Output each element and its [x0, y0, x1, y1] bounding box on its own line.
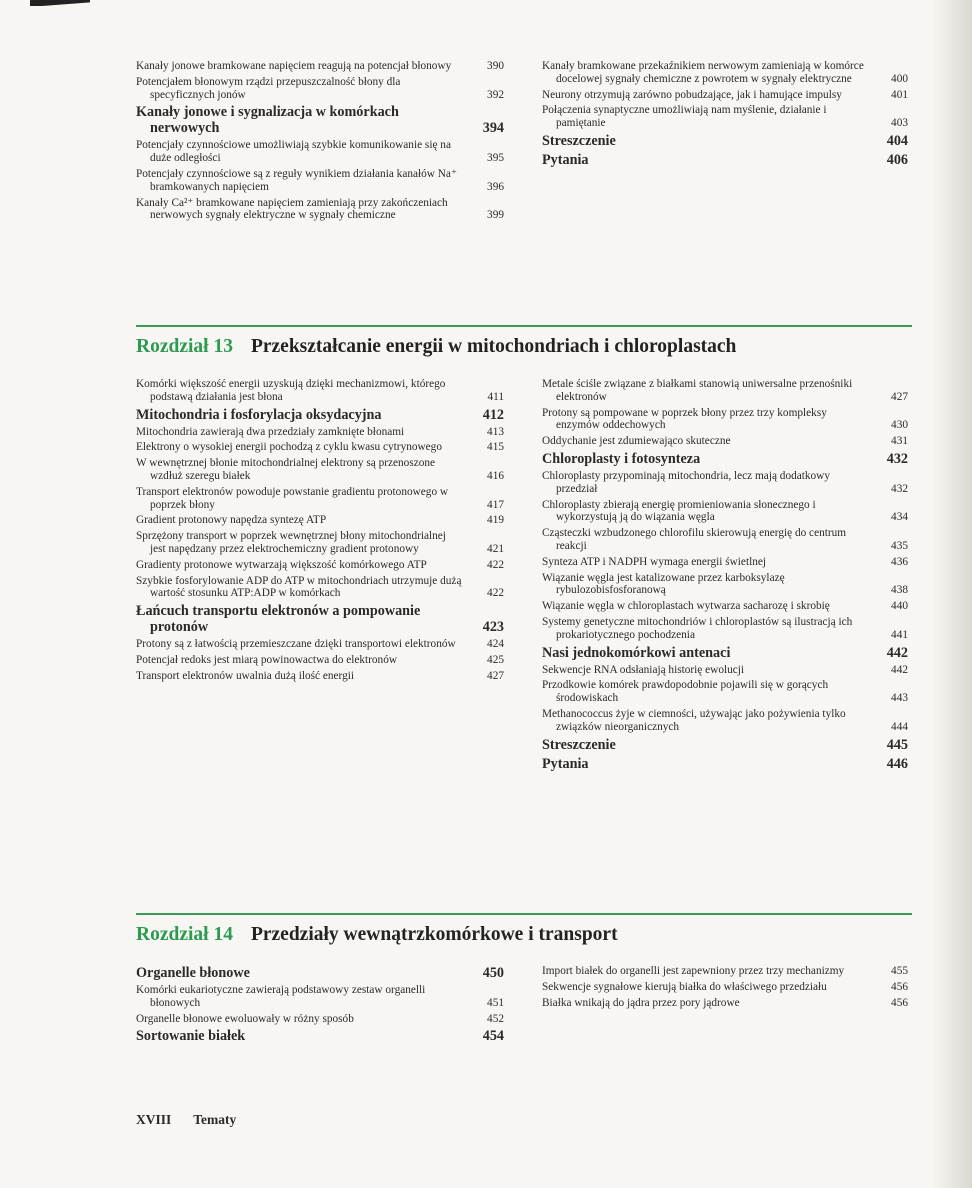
toc-entry-title: W wewnętrznej błonie mitochondrialnej elektrony są przenoszone wzdłuż szeregu białek: [136, 457, 436, 482]
toc-section-heading: [136, 603, 504, 635]
toc-page-number: 456: [891, 980, 908, 993]
page-footer: [136, 1112, 236, 1128]
toc-page-number: 394: [482, 120, 504, 137]
toc-entry-title: Łańcuch transportu elektronów a pompowanie protonów: [136, 603, 421, 636]
toc-entry: [542, 378, 908, 404]
toc-page-number: 427: [487, 669, 504, 682]
toc-page-number: 456: [891, 996, 908, 1009]
toc-page-number: 415: [487, 441, 504, 454]
toc-entry: [136, 559, 504, 572]
toc-page-number: 432: [886, 450, 908, 467]
toc-page-number: 438: [891, 584, 908, 597]
toc-entry-title: Potencjały czynnościowe są z reguły wynikiem działania kanałów Na⁺ bramkowanych napięciem: [136, 167, 457, 193]
toc-entry: [542, 664, 908, 677]
toc-top-right-column: [542, 60, 908, 171]
toc-entry-title: Sprzężony transport w poprzek wewnętrznej błony mitochondrialnej jest napędzany przez elektrochemiczny gradient protonowy: [136, 530, 446, 555]
toc-entry: [136, 168, 504, 194]
toc-entry: [136, 441, 504, 454]
toc-entry-title: Komórki eukariotyczne zawierają podstawowy zestaw organelli błonowych: [136, 984, 426, 1009]
toc-entry-title: Gradient protonowy napędza syntezę ATP: [136, 514, 327, 527]
toc-entry-title: Oddychanie jest zdumiewająco skuteczne: [542, 435, 731, 448]
toc-page-number: 406: [886, 151, 908, 168]
footer-label: Tematy: [193, 1112, 237, 1127]
toc-page-number: 446: [886, 755, 908, 772]
toc-page-number: 392: [487, 88, 504, 101]
toc-entry-title: Neurony otrzymują zarówno pobudzające, jak i hamujące impulsy: [542, 88, 842, 101]
toc-entry-title: Sortowanie białek: [136, 1028, 246, 1045]
entry-spacer: [542, 168, 908, 171]
entry-spacer: [136, 683, 504, 686]
toc-section-heading: [542, 133, 908, 149]
toc-page-number: 413: [487, 425, 504, 438]
toc-entry-title: Potencjał redoks jest miarą powinowactwa do elektronów: [136, 653, 398, 666]
toc-entry-title: Wiązanie węgla w chloroplastach wytwarza sacharozę i skrobię: [542, 600, 830, 613]
toc-entry: [136, 984, 504, 1010]
toc-entry: [542, 527, 908, 553]
toc-section-heading: [542, 737, 908, 753]
toc-entry: [542, 965, 908, 978]
toc-page-number: 419: [487, 514, 504, 527]
toc-section-heading: [136, 965, 504, 981]
toc-page-number: 442: [891, 663, 908, 676]
toc-entry: [136, 426, 504, 439]
toc-entry-title: Przodkowie komórek prawdopodobnie pojawili się w gorących środowiskach: [542, 679, 829, 705]
toc-page-number: 412: [482, 406, 504, 423]
toc-entry-title: Elektrony o wysokiej energii pochodzą z cyklu kwasu cytrynowego: [136, 441, 442, 454]
toc-entry-title: Szybkie fosforylowanie ADP do ATP w mitochondriach utrzymuje dużą wartość stosunku ATP:ADP w komórkach: [136, 574, 462, 600]
toc-entry: [542, 60, 908, 86]
toc-page-number: 443: [891, 692, 908, 705]
toc-page-number: 411: [487, 390, 504, 403]
toc-entry-title: Streszczenie: [542, 736, 616, 753]
toc-page-number: 422: [487, 587, 504, 600]
toc-entry-title: Streszczenie: [542, 132, 616, 149]
toc-entry: [136, 486, 504, 512]
entry-spacer: [542, 1009, 908, 1012]
toc-page-number: 424: [487, 638, 504, 651]
toc-page-number: 441: [891, 628, 908, 641]
toc-entry-title: Kanały jonowe bramkowane napięciem reagują na potencjał błonowy: [136, 60, 452, 72]
toc-entry: [542, 499, 908, 525]
toc-section-heading: [542, 451, 908, 467]
chapter-13-heading: [136, 336, 736, 358]
chapter-14-right-column: [542, 965, 908, 1012]
toc-entry-title: Chloroplasty zbierają energię promieniowania słonecznego i wykorzystują ją do wiązania węgla: [542, 498, 816, 524]
toc-entry-title: Potencjałem błonowym rządzi przepuszczalność błony dla specyficznych jonów: [136, 75, 401, 101]
toc-entry: [542, 616, 908, 642]
toc-page-number: 442: [886, 644, 908, 661]
toc-entry-title: Potencjały czynnościowe umożliwiają szybkie komunikowanie się na duże odległości: [136, 139, 451, 165]
toc-entry-title: Cząsteczki wzbudzonego chlorofilu skierowują energię do centrum reakcji: [542, 527, 847, 552]
toc-page-number: 396: [487, 180, 504, 193]
toc-entry-title: Sekwencje sygnałowe kierują białka do właściwego przedziału: [542, 980, 827, 993]
toc-entry: [136, 139, 504, 165]
toc-page-number: 435: [891, 539, 908, 552]
toc-entry: [542, 600, 908, 613]
page-edge-shadow: [932, 0, 972, 1188]
toc-page-number: 436: [891, 555, 908, 568]
toc-entry: [542, 407, 908, 433]
toc-entry: [136, 457, 504, 483]
toc-entry: [136, 197, 504, 223]
toc-entry-title: Mitochondria i fosforylacja oksydacyjna: [136, 406, 382, 423]
toc-page-number: 432: [891, 482, 908, 495]
toc-entry: [136, 378, 504, 404]
toc-entry: [542, 572, 908, 598]
toc-entry: [542, 708, 908, 734]
toc-entry: [136, 638, 504, 651]
toc-entry: [136, 530, 504, 556]
chapter-13-label: Rozdział 13: [136, 336, 233, 357]
toc-entry-title: Komórki większość energii uzyskują dzięki mechanizmowi, którego podstawą działania jest błona: [136, 378, 446, 403]
toc-entry: [542, 435, 908, 448]
toc-entry-title: Synteza ATP i NADPH wymaga energii świetlnej: [542, 555, 767, 568]
toc-entry-title: Metale ściśle związane z białkami stanowią uniwersalne przenośniki elektronów: [542, 378, 853, 403]
toc-entry-title: Protony są z łatwością przemieszczane dzięki transportowi elektronów: [136, 638, 456, 651]
toc-section-heading: [542, 152, 908, 168]
toc-page-number: 452: [487, 1012, 504, 1025]
toc-entry-title: Chloroplasty i fotosynteza: [542, 450, 701, 467]
toc-page-number: 404: [886, 132, 908, 149]
toc-entry: [136, 575, 504, 601]
chapter-13-right-column: [542, 378, 908, 775]
toc-entry: [542, 981, 908, 994]
toc-entry: [542, 556, 908, 569]
toc-entry: [136, 1013, 504, 1026]
toc-entry-title: Połączenia synaptyczne umożliwiają nam myślenie, działanie i pamiętanie: [542, 104, 827, 130]
toc-entry: [542, 89, 908, 102]
toc-top-left-column: [136, 60, 504, 225]
chapter-13-rule: [136, 325, 912, 327]
toc-entry-title: Kanały jonowe i sygnalizacja w komórkach nerwowych: [136, 104, 399, 137]
toc-page-number: 451: [487, 996, 504, 1009]
toc-page-number: 434: [891, 511, 908, 524]
toc-page-number: 431: [891, 435, 908, 448]
toc-page-number: 417: [487, 498, 504, 511]
footer-page-number: XVIII: [136, 1112, 172, 1127]
toc-page-number: 399: [487, 209, 504, 222]
toc-entry: [136, 670, 504, 683]
toc-section-heading: [542, 645, 908, 661]
toc-entry-title: Nasi jednokomórkowi antenaci: [542, 644, 731, 661]
toc-section-heading: [136, 407, 504, 423]
toc-entry-title: Mitochondria zawierają dwa przedziały zamknięte błonami: [136, 425, 405, 438]
toc-entry-title: Wiązanie węgla jest katalizowane przez karboksylazę rybulozobisfosforanową: [542, 571, 785, 597]
chapter-14-rule: [136, 913, 912, 915]
toc-page-number: 455: [891, 965, 908, 977]
toc-entry: [542, 104, 908, 130]
toc-entry: [542, 470, 908, 496]
toc-page-number: 445: [886, 736, 908, 753]
toc-page-number: 427: [891, 390, 908, 403]
toc-page-number: 416: [487, 469, 504, 482]
toc-entry-title: Systemy genetyczne mitochondriów i chloroplastów są ilustracją ich prokariotycznego pochodzenia: [542, 615, 853, 641]
toc-page-number: 440: [891, 600, 908, 613]
toc-page-number: 425: [487, 653, 504, 666]
toc-entry-title: Białka wnikają do jądra przez pory jądrowe: [542, 996, 740, 1009]
toc-page-number: 423: [482, 619, 504, 636]
toc-section-heading: [542, 756, 908, 772]
toc-entry-title: Protony są pompowane w poprzek błony przez trzy kompleksy enzymów oddechowych: [542, 406, 827, 432]
toc-section-heading: [136, 104, 504, 136]
toc-entry: [136, 60, 504, 73]
toc-entry-title: Methanococcus żyje w ciemności, używając jako pożywienia tylko związków nieorganicznych: [542, 707, 846, 733]
toc-entry-title: Chloroplasty przypominają mitochondria, lecz mają dodatkowy przedział: [542, 469, 830, 495]
toc-entry-title: Transport elektronów uwalnia dużą ilość energii: [136, 669, 355, 682]
toc-entry: [136, 76, 504, 102]
toc-page-number: 400: [891, 72, 908, 85]
toc-page-number: 395: [487, 152, 504, 165]
toc-entry-title: Organelle błonowe: [136, 965, 250, 981]
toc-page-number: 422: [487, 558, 504, 571]
toc-entry-title: Kanały Ca²⁺ bramkowane napięciem zamieniają przy zakończeniach nerwowych sygnały elektryczne w sygnały chemiczne: [136, 196, 448, 222]
entry-spacer: [542, 772, 908, 775]
toc-entry: [542, 679, 908, 705]
toc-page-number: 390: [487, 60, 504, 72]
toc-entry-title: Sekwencje RNA odsłaniają historię ewolucji: [542, 663, 745, 676]
chapter-14-label: Rozdział 14: [136, 924, 233, 945]
toc-page-number: 444: [891, 720, 908, 733]
toc-entry-title: Pytania: [542, 151, 589, 168]
entry-spacer: [136, 222, 504, 225]
toc-entry-title: Gradienty protonowe wytwarzają większość komórkowego ATP: [136, 558, 427, 571]
scan-corner-mark: [30, 0, 90, 6]
toc-entry: [136, 514, 504, 527]
toc-page-number: 421: [487, 542, 504, 555]
chapter-14-heading: [136, 924, 618, 946]
chapter-13-title: Przekształcanie energii w mitochondriach i chloroplastach: [250, 336, 737, 357]
toc-entry-title: Transport elektronów powoduje powstanie gradientu protonowego w poprzek błony: [136, 485, 449, 511]
chapter-13-left-column: [136, 378, 504, 686]
toc-page-number: 430: [891, 419, 908, 432]
toc-page-number: 454: [482, 1028, 504, 1045]
toc-entry: [136, 654, 504, 667]
toc-page-number: 450: [482, 965, 504, 981]
toc-entry-title: Pytania: [542, 755, 589, 772]
toc-entry-title: Kanały bramkowane przekaźnikiem nerwowym zamieniają w komórce docelowej sygnały chemiczne z powrotem w sygnały elektryczne: [542, 60, 864, 85]
chapter-14-title: Przedziały wewnątrzkomórkowe i transport: [250, 924, 618, 945]
toc-page-number: 403: [891, 117, 908, 130]
entry-spacer: [136, 1044, 504, 1047]
toc-entry-title: Organelle błonowe ewoluowały w różny sposób: [136, 1012, 354, 1025]
toc-page-number: 401: [891, 88, 908, 101]
chapter-14-left-column: [136, 965, 504, 1047]
toc-entry: [542, 997, 908, 1010]
toc-entry-title: Import białek do organelli jest zapewniony przez trzy mechanizmy: [542, 965, 845, 977]
toc-section-heading: [136, 1028, 504, 1044]
